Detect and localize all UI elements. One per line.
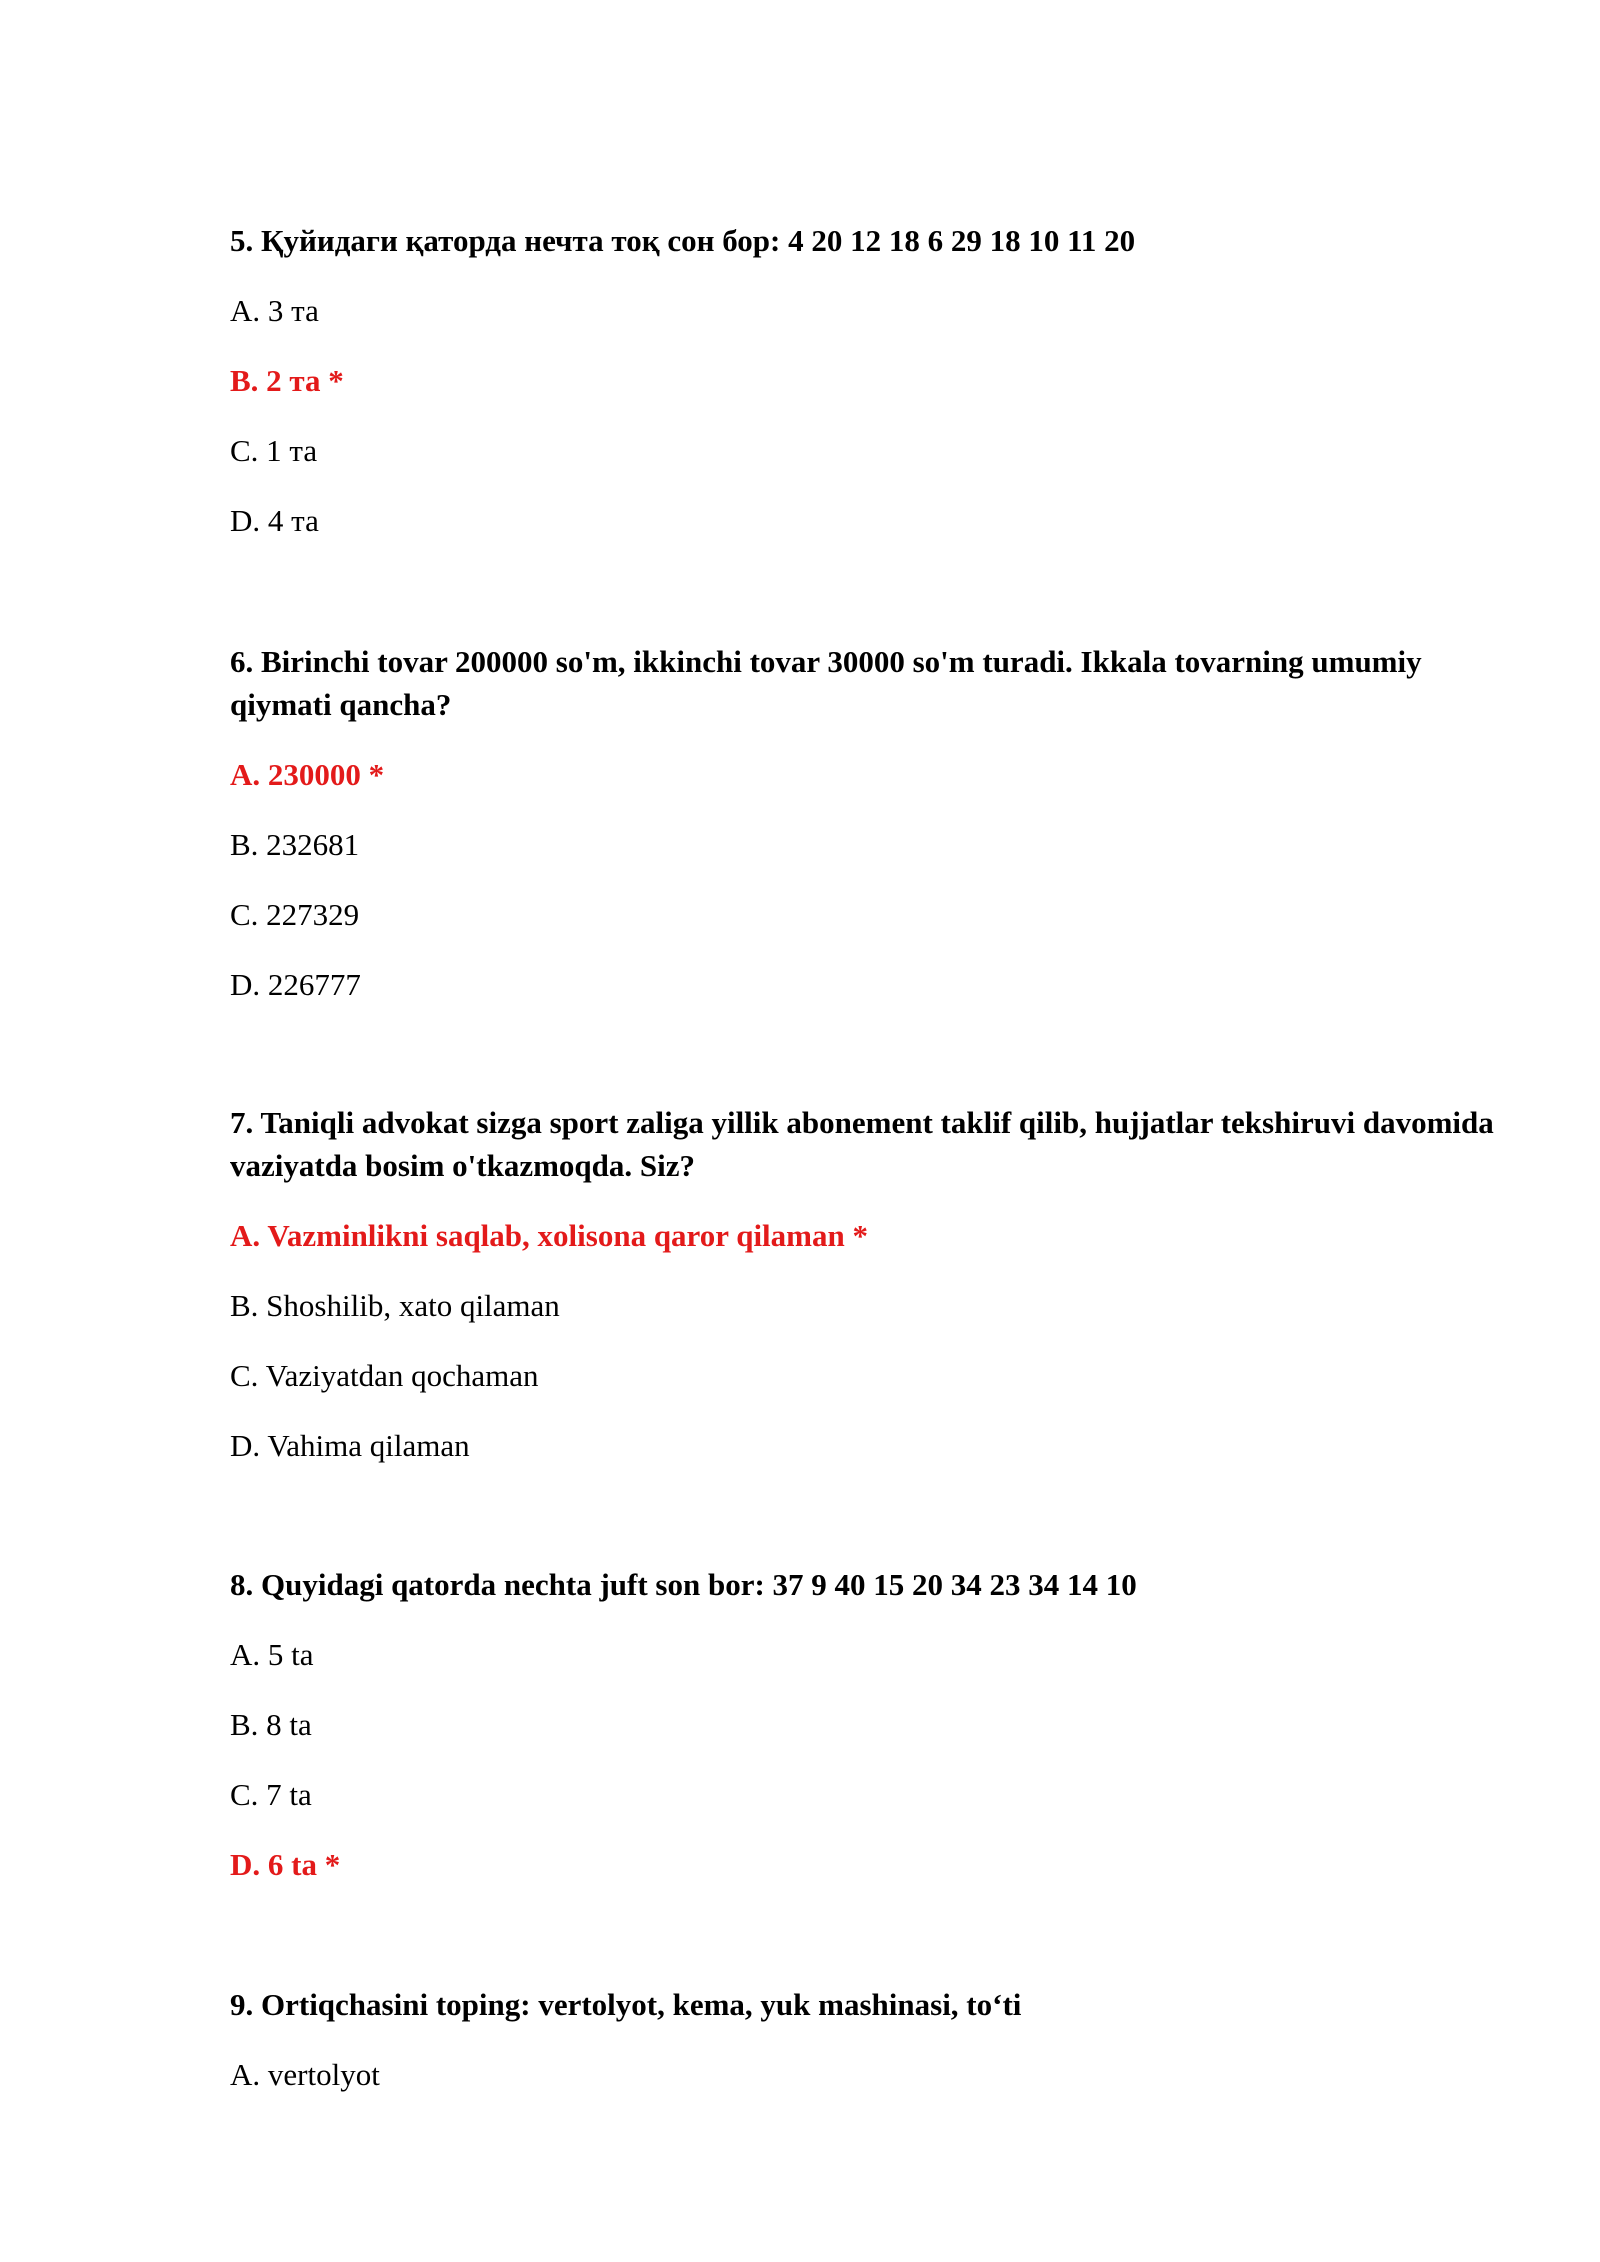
question-5 xyxy=(230,219,1500,569)
answer-list xyxy=(230,753,1500,1033)
answer-option-c: C. Vaziyatdan qochaman xyxy=(230,1358,539,1393)
question-7 xyxy=(230,1101,1500,1494)
answer-list xyxy=(230,1214,1500,1494)
answer-list xyxy=(230,2053,1500,2123)
answer-option-c: C. 1 та xyxy=(230,433,318,468)
question-6 xyxy=(230,640,1500,1033)
answer-list xyxy=(230,1633,1500,1913)
answer-option-c: C. 7 ta xyxy=(230,1777,312,1812)
question-text: 8. Quyidagi qatorda nechta juft son bor: 37 9 40 15 20 34 23 34 14 10 xyxy=(230,1567,1137,1602)
answer-option-d-correct: D. 6 ta * xyxy=(230,1847,341,1882)
answer-option-d: D. Vahima qilaman xyxy=(230,1428,470,1463)
question-text: 7. Taniqli advokat sizga sport zaliga yillik abonement taklif qilib, hujjatlar tekshiruvi davomida vaziyatda bosim o'tkazmoqda. Siz? xyxy=(230,1105,1494,1183)
answer-option-b: B. 8 ta xyxy=(230,1707,312,1742)
question-text: 5. Қуйидаги қаторда нечта тоқ сон бор: 4 20 12 18 6 29 18 10 11 20 xyxy=(230,223,1136,258)
answer-option-b-correct: B. 2 та * xyxy=(230,363,344,398)
answer-option-a-correct: A. Vazminlikni saqlab, xolisona qaror qilaman * xyxy=(230,1218,868,1253)
question-text: 9. Ortiqchasini toping: vertolyot, kema, yuk mashinasi, to‘ti xyxy=(230,1987,1022,2022)
answer-option-b: B. 232681 xyxy=(230,827,360,862)
answer-option-a-correct: A. 230000 * xyxy=(230,757,385,792)
answer-option-d: D. 4 та xyxy=(230,503,319,538)
answer-option-a: A. 3 та xyxy=(230,293,319,328)
answer-option-d: D. 226777 xyxy=(230,967,361,1002)
question-text: 6. Birinchi tovar 200000 so'm, ikkinchi tovar 30000 so'm turadi. Ikkala tovarning umumiy qiymati qancha? xyxy=(230,644,1422,722)
answer-option-b: B. Shoshilib, xato qilaman xyxy=(230,1288,560,1323)
question-9 xyxy=(230,1983,1500,2123)
answer-option-c: C. 227329 xyxy=(230,897,360,932)
answer-list xyxy=(230,289,1500,569)
question-8 xyxy=(230,1563,1500,1913)
answer-option-a: A. vertolyot xyxy=(230,2057,380,2092)
answer-option-a: A. 5 ta xyxy=(230,1637,314,1672)
